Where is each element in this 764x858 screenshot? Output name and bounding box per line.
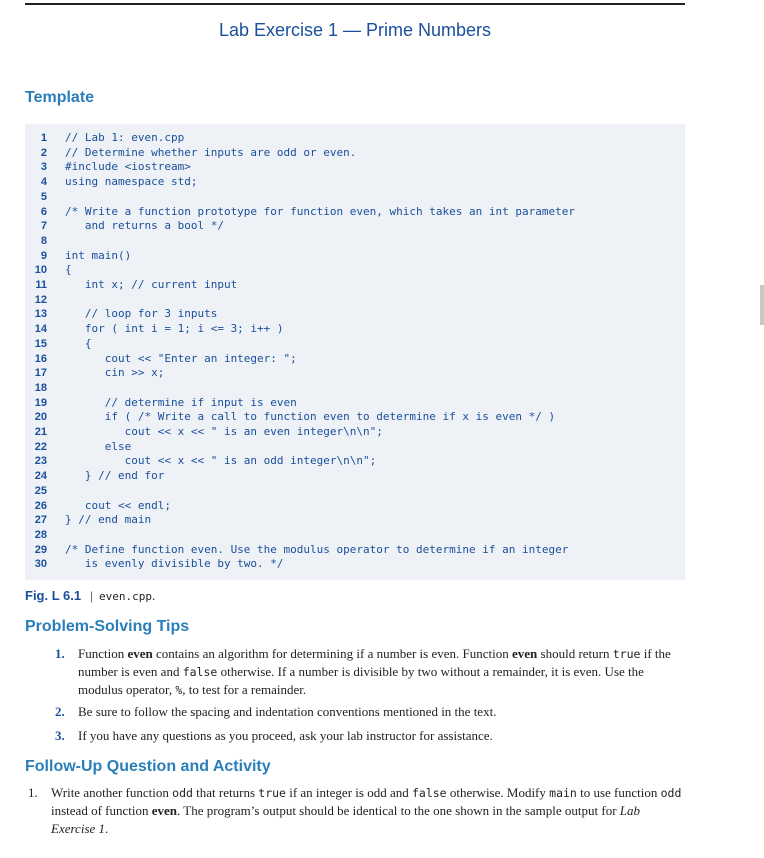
template-heading: Template [25,89,95,106]
code-text: else [65,439,132,453]
code-line [25,395,297,411]
text-run: if an integer is odd and [285,785,412,800]
code-line [25,484,47,499]
line-number: 18 [34,381,47,394]
code-text: cout << x << " is an odd integer\n\n"; [65,454,377,468]
text-run: false [182,665,218,679]
text-run: main [549,786,577,800]
line-number: 19 [34,396,47,409]
text-run: true [612,647,641,661]
code-line [25,248,132,264]
code-line [25,190,47,205]
text-run: Be sure to follow the spacing and indentation conventions mentioned in the text. [78,704,497,719]
line-number: 7 [40,220,47,233]
code-text: // Determine whether inputs are odd or even. [65,145,357,159]
figure-filename: even.cpp [98,590,152,603]
code-text: int x; // current input [65,278,238,291]
line-number: 2 [40,146,47,159]
code-text: } // end main [65,513,152,527]
text-run: Lab Exercise 1 [51,803,641,836]
code-line [25,513,152,528]
figure-label: Fig. L 6.1 [25,588,82,603]
text-run: If you have any questions as you proceed, ask your lab instructor for assistance. [78,728,493,743]
code-line [25,322,284,337]
tip-number: 2. [55,704,65,719]
line-number: 4 [40,176,47,189]
code-text: // Lab 1: even.cpp [65,131,185,144]
text-run: odd [172,786,193,800]
text-run: , to test for a remainder. [182,682,307,697]
text-run: true [258,786,286,800]
text-run: instead of function [51,803,152,818]
code-line [25,351,297,367]
code-line [25,336,92,352]
text-run: otherwise. Modify [446,785,550,800]
code-text: cout << x << " is an even integer\n\n"; [65,425,383,438]
text-run: should return [537,646,613,661]
line-number: 14 [34,323,47,336]
code-line [25,234,47,249]
line-number: 26 [34,499,47,512]
tip-number: 3. [55,728,65,743]
code-text: { [65,336,92,350]
text-run: even [127,646,153,661]
code-line [25,381,47,396]
code-text: /* Write a function prototype for function even, which takes an int parameter [65,204,575,218]
text-run: that returns [192,785,259,800]
line-number: 5 [40,190,47,203]
text-run: otherwise. If a number is divisible by two without a remainder, it is even. Use the modulus operator, [78,664,644,697]
code-text: /* Define function even. Use the modulus operator to determine if an integer [65,542,569,556]
code-line [25,542,569,558]
code-text: for ( int i = 1; i <= 3; i++ ) [65,322,284,336]
line-number: 6 [40,205,47,218]
code-text: // determine if input is even [65,395,297,409]
followup-number: 1. [28,785,38,800]
code-line [25,263,72,278]
code-line [25,160,191,175]
code-line [25,219,224,234]
followup-text [51,784,685,838]
line-number: 9 [40,249,47,262]
text-run: odd [660,786,682,800]
code-line [25,131,185,146]
tip-number: 1. [55,646,65,661]
code-line [25,410,556,425]
tip-item [55,645,685,699]
code-line [25,307,218,322]
tips-heading: Problem-Solving Tips [25,618,190,635]
code-listing [25,124,685,580]
text-run: to use function [576,785,661,800]
code-text: cout << endl; [65,498,171,512]
code-text: using namespace std; [65,175,198,189]
line-number: 1 [40,132,47,144]
text-run: Function [78,646,128,661]
line-number: 24 [34,470,47,483]
code-text: // loop for 3 inputs [65,307,218,321]
code-line [25,366,165,381]
line-number: 11 [35,279,47,291]
code-text: #include <iostream> [65,160,191,174]
line-number: 13 [34,308,47,321]
code-line [25,145,357,161]
text-run: % [175,683,183,697]
tip-text [78,703,685,720]
code-text: cin >> x; [65,366,165,380]
code-text: if ( /* Write a call to function even to determine if x is even */ ) [65,410,556,424]
followup-heading: Follow-Up Question and Activity [25,758,271,775]
text-run: even [512,646,538,661]
text-run: false [411,786,447,800]
figure-caption [25,588,155,604]
code-text: is evenly divisible by two. */ [65,557,284,571]
code-line [25,528,47,543]
text-run: if the number is even and [78,646,671,679]
tip-item [55,727,685,744]
caption-separator: | [90,588,93,603]
tip-item [55,703,685,720]
line-number: 12 [34,293,47,306]
line-number: 27 [34,514,47,527]
text-run: Write another function [51,785,173,800]
code-line [25,278,238,293]
line-number: 28 [34,528,47,541]
line-number: 16 [34,352,47,365]
line-number: 10 [34,264,47,277]
tip-text [78,645,685,699]
code-line [25,557,284,572]
code-line [25,454,377,469]
line-number: 20 [34,411,47,424]
line-number: 17 [34,367,47,380]
line-number: 3 [40,161,47,174]
page-title: Lab Exercise 1 — Prime Numbers [218,20,492,40]
line-number: 15 [34,337,47,350]
code-line [25,175,198,190]
line-number: 30 [34,558,47,571]
top-rule [25,3,685,5]
code-line [25,204,575,220]
text-run: . [105,821,109,836]
caption-period: . [151,588,156,603]
code-text: and returns a bool */ [65,219,224,233]
line-number: 8 [40,234,47,247]
code-text: cout << "Enter an integer: "; [65,351,297,365]
code-line [25,425,383,440]
code-line [25,293,47,308]
line-number: 29 [34,543,47,556]
line-number: 25 [34,484,47,497]
text-run: . The program’s output should be identical to the one shown in the sample output for [177,803,620,818]
code-text: int main() [65,248,132,262]
line-number: 23 [34,455,47,468]
followup-item [25,784,685,838]
line-number: 21 [34,426,47,438]
text-run: contains an algorithm for determining if a number is even. Function [152,646,512,661]
line-number: 22 [34,440,47,453]
text-run: even [151,803,178,818]
code-line [25,469,165,484]
tip-text [78,727,685,744]
scrollbar-thumb[interactable] [760,285,764,325]
code-text: { [65,263,72,277]
code-line [25,498,171,514]
code-line [25,439,132,455]
code-text: } // end for [65,469,165,483]
